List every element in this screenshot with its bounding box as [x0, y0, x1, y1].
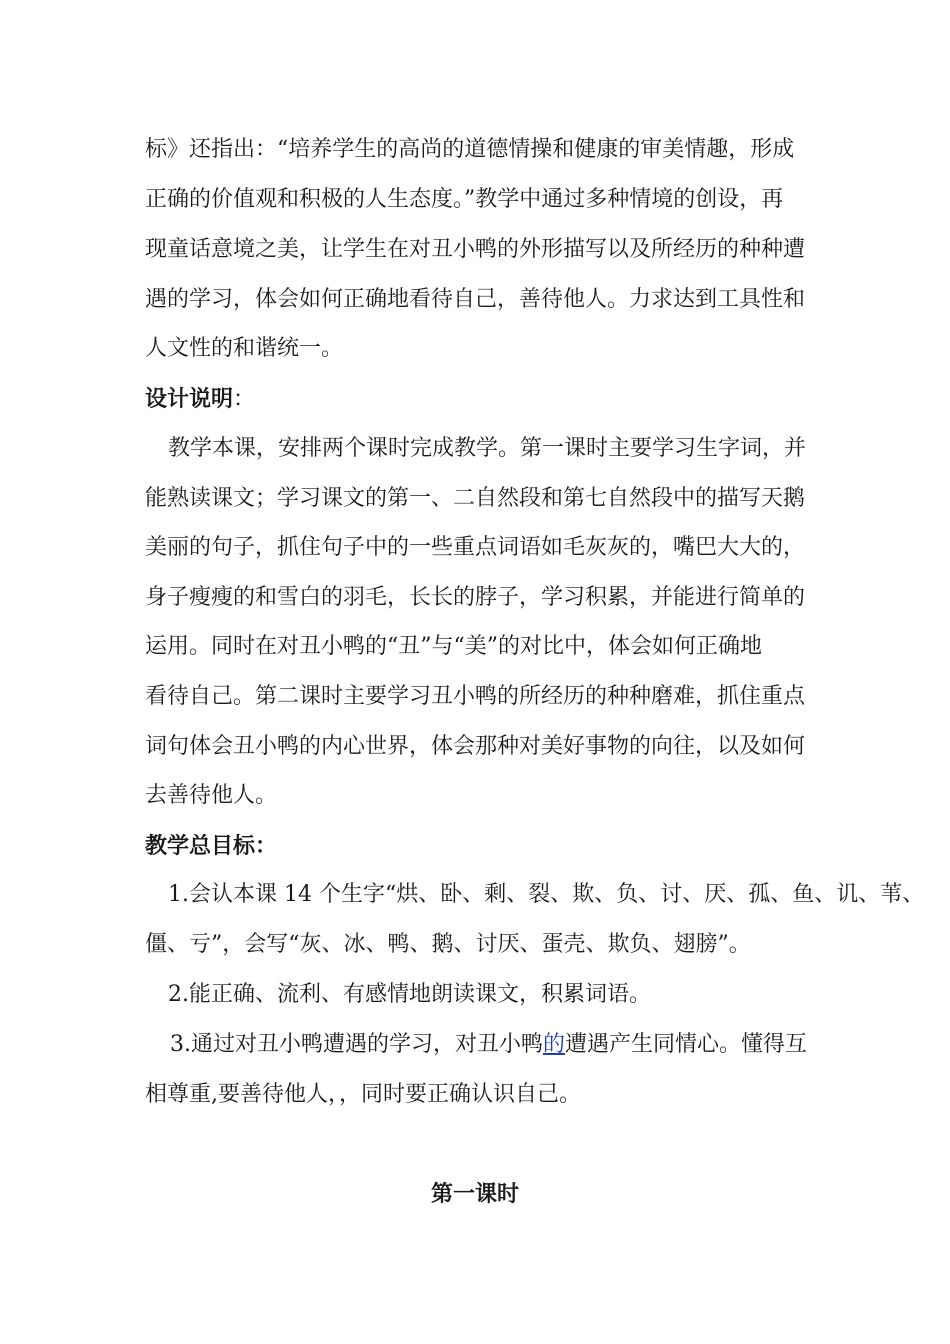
goal-3-text-before: 3.通过对丑小鸭遭遇的学习，对丑小鸭 — [170, 1032, 543, 1057]
design-heading-colon: ： — [233, 387, 256, 412]
design-line-3: 美丽的句子，抓住句子中的一些重点词语如毛灰灰的，嘴巴大大的， — [145, 535, 806, 560]
design-line-5: 运用。同时在对丑小鸭的“丑”与“美”的对比中，体会如何正确地 — [145, 634, 762, 659]
goal-2: 2.能正确、流利、有感情地朗读课文，积累词语。 — [168, 982, 651, 1007]
goal-3-line-1 — [170, 1030, 807, 1060]
goal-3-link[interactable]: 的 — [543, 1032, 566, 1057]
goal-1-line-1: 1.会认本课 14 个生字“烘、卧、剩、裂、欺、负、讨、厌、孤、鱼、讥、苇、 — [168, 882, 925, 907]
lesson-title: 第一课时 — [430, 1181, 519, 1207]
intro-line-1: 标》还指出：“培养学生的高尚的道德情操和健康的审美情趣，形成 — [145, 137, 795, 162]
design-line-8: 去善待他人。 — [145, 783, 278, 808]
goal-3-line-2: 相尊重,要善待他人，，同时要正确认识自己。 — [145, 1082, 581, 1107]
design-line-7: 词句体会丑小鸭的内心世界，体会那种对美好事物的向往，以及如何 — [145, 734, 806, 759]
intro-line-4: 遇的学习，体会如何正确地看待自己，善待他人。力求达到工具性和 — [145, 287, 806, 312]
intro-line-5: 人文性的和谐统一。 — [145, 336, 344, 361]
intro-line-3: 现童话意境之美，让学生在对丑小鸭的外形描写以及所经历的种种遭 — [145, 237, 806, 262]
goal-3-text-after: 遭遇产生同情心。懂得互 — [565, 1032, 808, 1057]
design-heading-line — [145, 384, 255, 415]
goals-heading: 教学总目标： — [145, 833, 278, 859]
design-heading: 设计说明 — [145, 386, 234, 412]
design-line-2: 能熟读课文；学习课文的第一、二自然段和第七自然段中的描写天鹅 — [145, 486, 806, 511]
goal-1-line-2: 僵、亏”，会写“灰、冰、鸭、鹅、讨厌、蛋壳、欺负、翅膀”。 — [145, 932, 751, 957]
design-line-6: 看待自己。第二课时主要学习丑小鸭的所经历的种种磨难，抓住重点 — [145, 684, 806, 709]
intro-line-2: 正确的价值观和积极的人生态度。”教学中通过多种情境的创设，再 — [145, 187, 784, 212]
design-line-4: 身子瘦瘦的和雪白的羽毛，长长的脖子，学习积累，并能进行简单的 — [145, 585, 806, 610]
design-line-1: 教学本课，安排两个课时完成教学。第一课时主要学习生字词，并 — [168, 436, 807, 461]
